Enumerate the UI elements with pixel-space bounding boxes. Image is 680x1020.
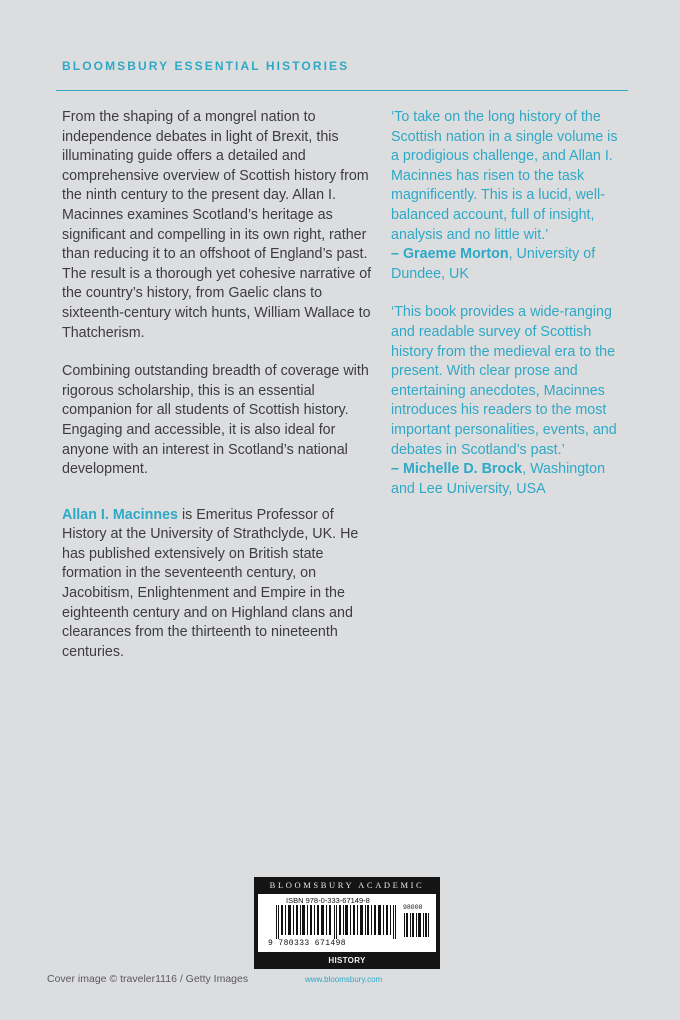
series-title: BLOOMSBURY ESSENTIAL HISTORIES <box>62 59 350 73</box>
addon-digits: 98000 <box>403 904 423 911</box>
blurb-paragraph-1: From the shaping of a mongrel nation to independence debates in light of Brexit, this illuminating guide offers a detailed and comprehensive overview of Scottish history from the ninth century to the present day. Allan I. Macinnes examines Scotland’s heritage as significant and compelling in its own right, rather than reducing it to an offshoot of England’s past. The result is a thorough yet cohesive narrative of the country’s history, from Gaelic clans to sixteenth-century witch hunts, William Wallace to Thatcherism. <box>62 109 372 341</box>
header-rule <box>56 90 628 91</box>
publisher-imprint: BLOOMSBURY ACADEMIC <box>269 880 425 890</box>
publisher-website-link[interactable]: www.bloomsbury.com <box>305 975 383 984</box>
barcode-label <box>258 894 436 952</box>
author-bio <box>62 506 374 663</box>
category-label: HISTORY <box>328 956 366 965</box>
cover-image-credit: Cover image © traveler1116 / Getty Images <box>47 973 249 985</box>
isbn-text: ISBN 978-0-333-67149-8 <box>286 896 370 905</box>
quote-dash: – <box>391 461 403 478</box>
quote-affiliation: , University of Dundee, UK <box>391 246 596 282</box>
quote-author: Graeme Morton <box>402 246 509 263</box>
ean-barcode <box>276 905 398 939</box>
ean-digits: 9 780333 671498 <box>268 939 347 948</box>
review-quote-1 <box>391 108 629 284</box>
review-quote-2 <box>391 303 629 499</box>
quote-text: ‘This book provides a wide-ranging and readable survey of Scottish history from the medieval era to the present. With clear prose and entertaining anecdotes, Macinnes introduces his readers to the most important personalities, events, and debates in Scotland’s past.’ <box>391 304 617 458</box>
blurb-column <box>62 108 374 681</box>
quote-dash: – <box>391 246 403 263</box>
barcode-panel <box>254 877 440 969</box>
quote-affiliation: , Washington and Lee University, USA <box>391 461 606 497</box>
author-bio-text: is Emeritus Professor of History at the University of Strathclyde, UK. He has published extensively on British state formation in the seventeenth century, on Jacobitism, Enlightenment and Empire in the eighteenth century and on Highland clans and clearances from the thirteenth to nineteenth centuries. <box>62 506 359 660</box>
blurb-paragraph-2: Combining outstanding breadth of coverage with rigorous scholarship, this is an essential companion for all students of Scottish history. Engaging and accessible, it is also ideal for anyone with an interest in Scotland’s national development. <box>62 363 369 478</box>
quote-text: ‘To take on the long history of the Scottish nation in a single volume is a prodigious challenge, and Allan I. Macinnes has risen to the task magnificently. This is a lucid, well-balanced account, full of insight, analysis and no little wit.’ <box>391 109 618 243</box>
addon-barcode <box>404 913 430 937</box>
quote-author: Michelle D. Brock <box>402 461 523 478</box>
author-name: Allan I. Macinnes <box>62 506 178 523</box>
quotes-column <box>391 108 629 518</box>
